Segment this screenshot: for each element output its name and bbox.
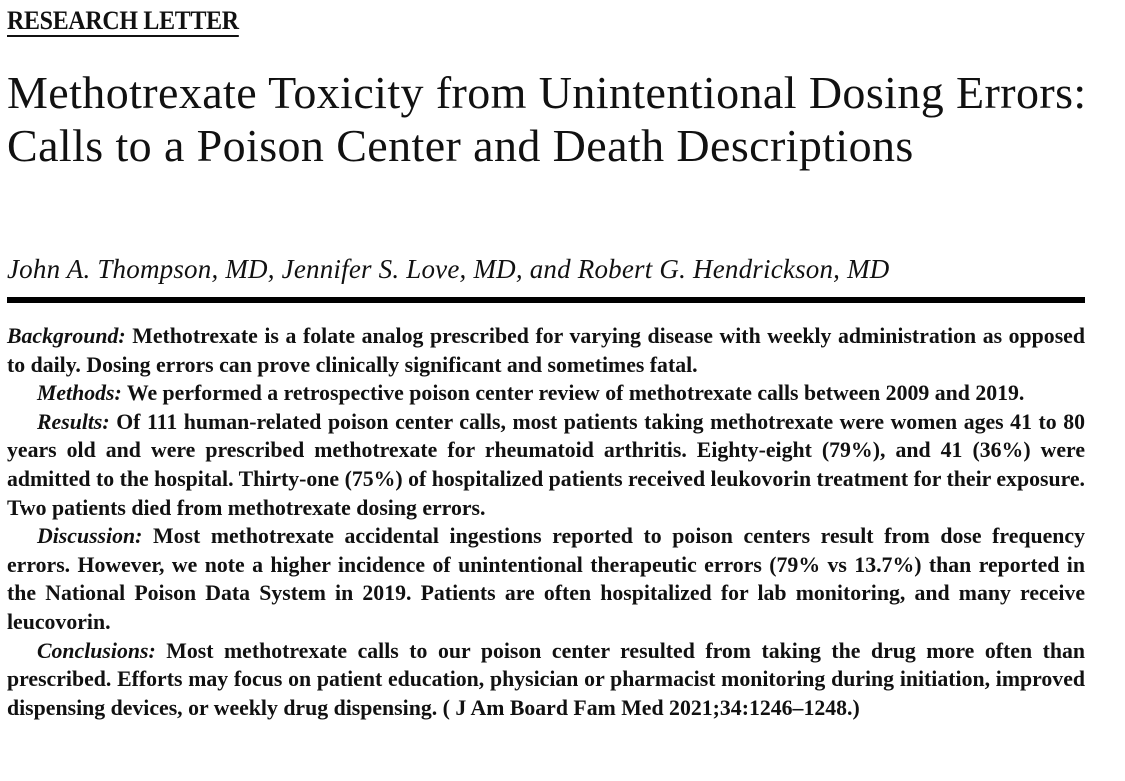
- results-heading: Results:: [37, 409, 110, 434]
- abstract-background: [7, 322, 1085, 379]
- conclusions-text: Most methotrexate calls to our poison center resulted from taking the drug more often than prescribed. Efforts may focus on patient education, physician or pharmacist monitoring during initiation, improved dispensing devices, or weekly drug dispensing.: [7, 638, 1085, 720]
- background-text: Methotrexate is a folate analog prescribed for varying disease with weekly administration as opposed to daily. Dosing errors can prove clinically significant and sometimes fatal.: [7, 324, 1085, 377]
- background-heading: Background:: [7, 324, 126, 348]
- results-text: Of 111 human-related poison center calls, most patients taking methotrexate were women ages 41 to 80 years old and were prescribed methotrexate for rheumatoid arthritis. Eighty-eight (79%), and 41 (36%) were admitted to the hospital. Thirty-one (75%) of hospitalized patients received leukovorin treatment for their exposure. Two patients died from methotrexate dosing errors.: [7, 409, 1085, 520]
- abstract-results: [7, 408, 1085, 522]
- conclusions-heading: Conclusions:: [37, 638, 156, 663]
- abstract-methods: [7, 379, 1085, 408]
- abstract-conclusions: [7, 637, 1085, 723]
- section-label: RESEARCH LETTER: [7, 6, 239, 35]
- abstract-discussion: [7, 522, 1085, 636]
- discussion-text: Most methotrexate accidental ingestions reported to poison centers result from dose frequency errors. However, we note a higher incidence of unintentional therapeutic errors (79% vs 13.7%) than reported in the National Poison Data System in 2019. Patients are often hospitalized for lab monitoring, and many receive leucovorin.: [7, 524, 1085, 634]
- author-list: John A. Thompson, MD, Jennifer S. Love, MD, and Robert G. Hendrickson, MD: [7, 254, 890, 284]
- title-divider: [7, 297, 1085, 303]
- abstract: [7, 322, 1085, 722]
- discussion-heading: Discussion:: [37, 524, 143, 549]
- methods-heading: Methods:: [37, 381, 122, 406]
- article-title: Methotrexate Toxicity from Unintentional Dosing Errors: Calls to a Poison Center and Death Descriptions: [7, 67, 1087, 171]
- methods-text: We performed a retrospective poison center review of methotrexate calls between 2009 and 2019.: [126, 381, 1025, 406]
- journal-citation[interactable]: ( J Am Board Fam Med 2021;34:1246–1248.): [442, 695, 860, 720]
